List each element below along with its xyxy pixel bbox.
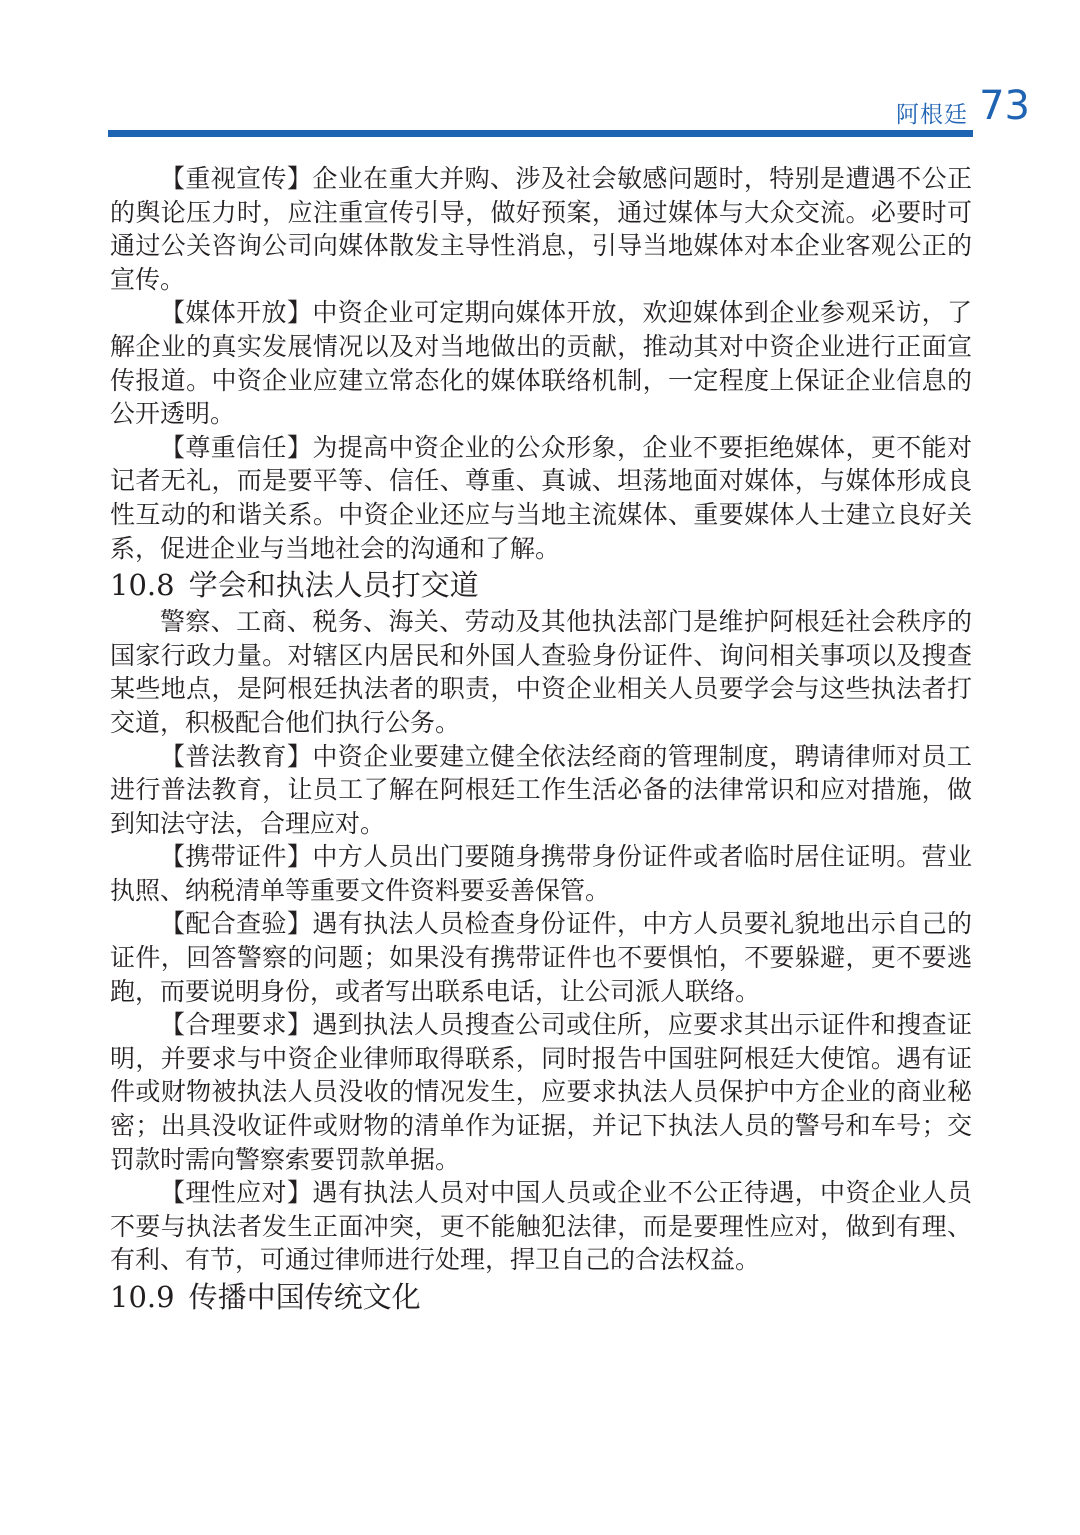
paragraph-carry-documents: 【携带证件】中方人员出门要随身携带身份证件或者临时居住证明。营业执照、纳税清单等重要文件资料要妥善保管。 [110,842,972,905]
header-country-name: 阿根廷 [896,102,968,128]
paragraph-law-enforcement-intro: 警察、工商、税务、海关、劳动及其他执法部门是维护阿根廷社会秩序的国家行政力量。对辖区内居民和外国人查验身份证件、询问相关事项以及搜查某些地点，是阿根廷执法者的职责，中资企业相关人员要学会与这些执法者打交道，积极配合他们执行公务。 [110,607,972,737]
section-heading-10-8 [110,565,972,605]
page-number: 73 [979,83,1030,129]
header-rule [108,130,973,137]
section-number: 10.8 [110,568,175,603]
paragraph-media-openness: 【媒体开放】中资企业可定期向媒体开放，欢迎媒体到企业参观采访，了解企业的真实发展情况以及对当地做出的贡献，推动其对中资企业进行正面宣传报道。中资企业应建立常态化的媒体联络机制，一定程度上保证企业信息的公开透明。 [110,298,972,429]
section-title: 学会和执法人员打交道 [188,568,479,603]
paragraph-rational-response: 【理性应对】遇有执法人员对中国人员或企业不公正待遇，中资企业人员不要与执法者发生正面冲突，更不能触犯法律，而是要理性应对，做到有理、有利、有节，可通过律师进行处理，捍卫自己的合法权益。 [110,1178,972,1275]
paragraph-legal-education: 【普法教育】中资企业要建立健全依法经商的管理制度，聘请律师对员工进行普法教育，让员工了解在阿根廷工作生活必备的法律常识和应对措施，做到知法守法，合理应对。 [110,741,972,838]
page-body [110,162,972,1317]
paragraph-reasonable-requests: 【合理要求】遇到执法人员搜查公司或住所，应要求其出示证件和搜查证明，并要求与中资企业律师取得联系，同时报告中国驻阿根廷大使馆。遇有证件或财物被执法人员没收的情况发生，应要求执法人员保护中方企业的商业秘密；出具没收证件或财物的清单作为证据，并记下执法人员的警号和车号；交罚款时需向警察索要罚款单据。 [110,1010,972,1174]
paragraph-cooperate-inspection: 【配合查验】遇有执法人员检查身份证件，中方人员要礼貌地出示自己的证件，回答警察的问题；如果没有携带证件也不要惧怕，不要躲避，更不要逃跑，而要说明身份，或者写出联系电话，让公司派人联络。 [110,909,972,1006]
paragraph-respect-trust: 【尊重信任】为提高中资企业的公众形象，企业不要拒绝媒体，更不能对记者无礼，而是要平等、信任、尊重、真诚、坦荡地面对媒体，与媒体形成良性互动的和谐关系。中资企业还应与当地主流媒体、重要媒体人士建立良好关系，促进企业与当地社会的沟通和了解。 [110,432,972,563]
section-title: 传播中国传统文化 [188,1280,421,1314]
paragraph-emphasize-publicity: 【重视宣传】企业在重大并购、涉及社会敏感问题时，特别是遭遇不公正的舆论压力时，应注重宣传引导，做好预案，通过媒体与大众交流。必要时可通过公关咨询公司向媒体散发主导性消息，引导当地媒体对本企业客观公正的宣传。 [110,164,972,294]
section-number: 10.9 [110,1280,175,1314]
section-heading-10-9 [110,1277,972,1317]
